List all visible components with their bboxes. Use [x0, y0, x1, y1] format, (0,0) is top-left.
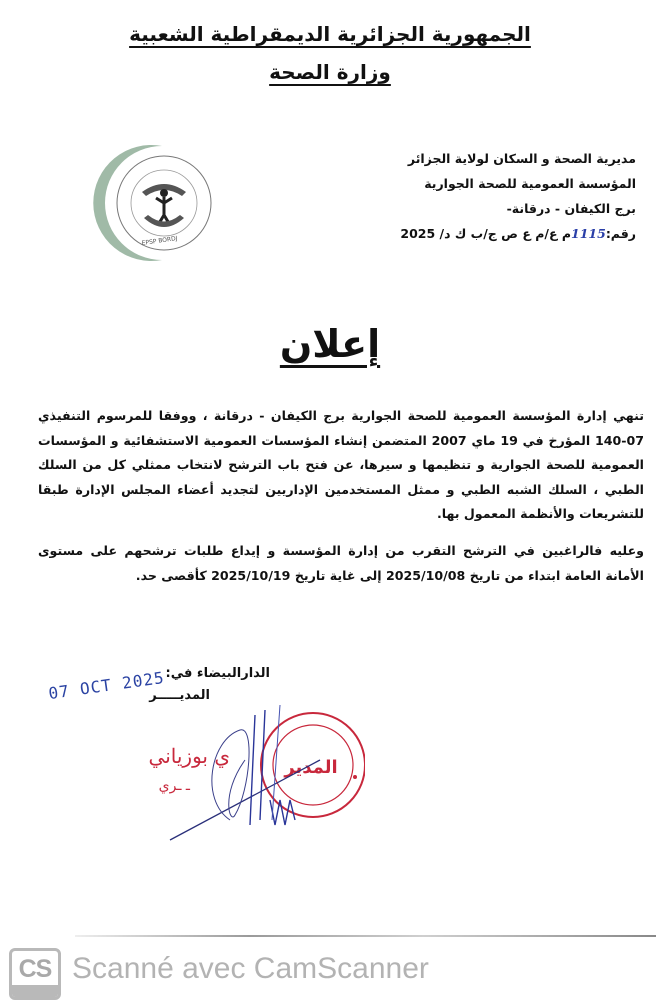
signature-icon	[160, 700, 360, 850]
health-emblem-icon	[92, 140, 222, 265]
camscanner-logo-bar	[12, 985, 58, 997]
place-label: الدارالبيضاء في:	[165, 666, 270, 681]
camscanner-caption: Scanné avec CamScanner	[72, 952, 429, 985]
issuer-institution: المؤسسة العمومية للصحة الجوارية	[424, 176, 636, 191]
handwritten-signature	[160, 700, 360, 850]
reference-prefix: رقم:	[605, 226, 636, 241]
scan-edge-line	[75, 935, 656, 937]
announcement-title: إعلان	[279, 322, 381, 366]
reference-suffix: م ع/م ع ص ج/ب ك د/ 2025	[400, 226, 572, 241]
institution-logo	[92, 140, 222, 265]
camscanner-logo	[9, 948, 61, 1000]
ministry-heading: وزارة الصحة	[269, 60, 391, 84]
reference-number	[376, 221, 636, 246]
body-paragraph-1: تنهي إدارة المؤسسة العمومية للصحة الجوارية برج الكيفان - درقانة ، ووفقا للمرسوم التنفيذي 07-140 المؤرخ في 19 ماي 2007 المتضمن إنشاء المؤسسات العمومية الاستشفائية و المؤسسات العمومية للصحة الجوارية و تنظيمها و سيرها، عن فتح باب الترشح لانتخاب ممثلي كل من السلك الطبي ، السلك الشبه الطبي و ممثل المستخدمين الإداريين لتجديد أعضاء المجلس الإدارة طبقا للتشريعات والأنظمة المعمول بها.	[38, 408, 645, 521]
director-label: المديـــــر	[149, 688, 210, 703]
name-stamp: ي بوزياني	[148, 744, 230, 768]
reference-handwritten-number: 1115	[571, 226, 606, 241]
issuer-directorate: مديرية الصحة و السكان لولاية الجزائر	[407, 151, 636, 166]
camscanner-logo-text: CS	[18, 955, 52, 983]
date-stamp: 07 OCT 2025	[47, 667, 166, 704]
issuer-block	[376, 146, 636, 246]
seal-center-text: المدير	[284, 757, 338, 778]
name-stamp-subtitle: ـ ـري	[158, 778, 190, 794]
svg-text:EPSP BORDJ: EPSP BORDJ	[141, 235, 178, 247]
body-paragraph-2: وعليه فالراغبين في الترشح التقرب من إدارة المؤسسة و إيداع طلبات ترشحهم على مستوى الأمانة العامة ابتداء من تاريخ 2025/10/08 إلى غاية تاريخ 2025/10/19 كأقصى حد.	[38, 543, 644, 583]
issuer-location: برج الكيفان - درقانة-	[506, 201, 636, 216]
republic-heading: الجمهورية الجزائرية الديمقراطية الشعبية	[129, 22, 531, 46]
